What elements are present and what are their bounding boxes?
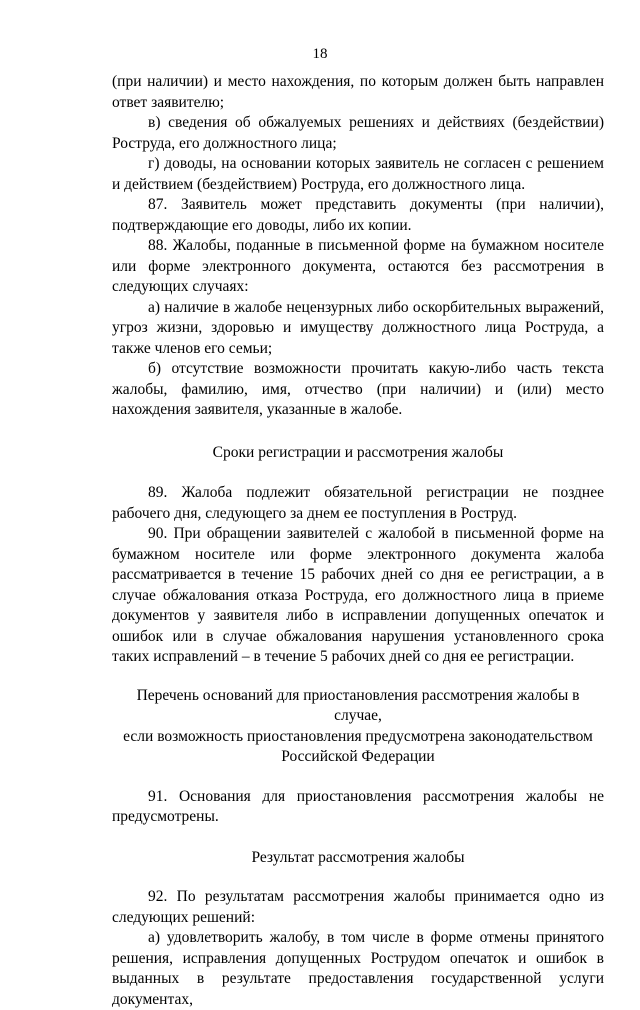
paragraph-88: 88. Жалобы, поданные в письменной форме на бумажном носителе или форме электронного документа, остаются без рассмотрения в следующих случаях:: [112, 237, 604, 295]
paragraph-92: 92. По результатам рассмотрения жалобы принимается одно из следующих решений:: [112, 888, 604, 926]
paragraph-item-g: г) доводы, на основании которых заявитель не согласен с решением и действием (бездействием) Роструда, его должностного лица.: [112, 155, 604, 193]
paragraph-91: 91. Основания для приостановления рассмотрения жалобы не предусмотрены.: [112, 787, 604, 825]
paragraph-88-b: б) отсутствие возможности прочитать какую-либо часть текста жалобы, фамилию, имя, отчество (при наличии) и (или) место нахождения заявителя, указанные в жалобе.: [112, 360, 604, 418]
paragraph-92-a: а) удовлетворить жалобу, в том числе в форме отмены принятого решения, исправления допущенных Рострудом опечаток и ошибок в выданных в результате предоставления государственной услуги документах,: [112, 929, 604, 1008]
section-heading-suspension-line3: Российской Федерации: [281, 748, 435, 765]
page-number: 18: [312, 46, 328, 62]
document-body: [112, 72, 604, 1010]
section-heading-suspension-line2: если возможность приостановления предусмотрена законодательством: [123, 727, 593, 745]
section-heading-suspension: [112, 686, 604, 768]
paragraph-89: 89. Жалоба подлежит обязательной регистрации не позднее рабочего дня, следующего за днем ее поступления в Роструд.: [112, 484, 604, 522]
paragraph-item-v: в) сведения об обжалуемых решениях и действиях (бездействии) Роструда, его должностного лица;: [112, 114, 604, 152]
section-heading-suspension-line1: Перечень оснований для приостановления рассмотрения жалобы в случае,: [136, 686, 580, 724]
section-heading-registration: Сроки регистрации и рассмотрения жалобы: [212, 443, 504, 461]
paragraph-88-a: а) наличие в жалобе нецензурных либо оскорбительных выражений, угроз жизни, здоровью и имуществу должностного лица Роструда, а также членов его семьи;: [112, 298, 604, 357]
section-heading-result: Результат рассмотрения жалобы: [251, 848, 465, 866]
paragraph-90: 90. При обращении заявителей с жалобой в письменной форме на бумажном носителе или форме электронного документа жалоба рассматривается в течение 15 рабочих дней со дня ее регистрации, а в случае обжалования отказа Роструда, его должностного лица в приеме документов у заявителя либо в исправлении допущенных опечаток и ошибок или в случае обжалования нарушения установленного срока таких исправлений – в течение 5 рабочих дней со дня ее регистрации.: [112, 525, 604, 665]
paragraph-87: 87. Заявитель может представить документы (при наличии), подтверждающие его доводы, либо их копии.: [112, 196, 604, 234]
paragraph-continuation: (при наличии) и место нахождения, по которым должен быть направлен ответ заявителю;: [112, 73, 604, 111]
